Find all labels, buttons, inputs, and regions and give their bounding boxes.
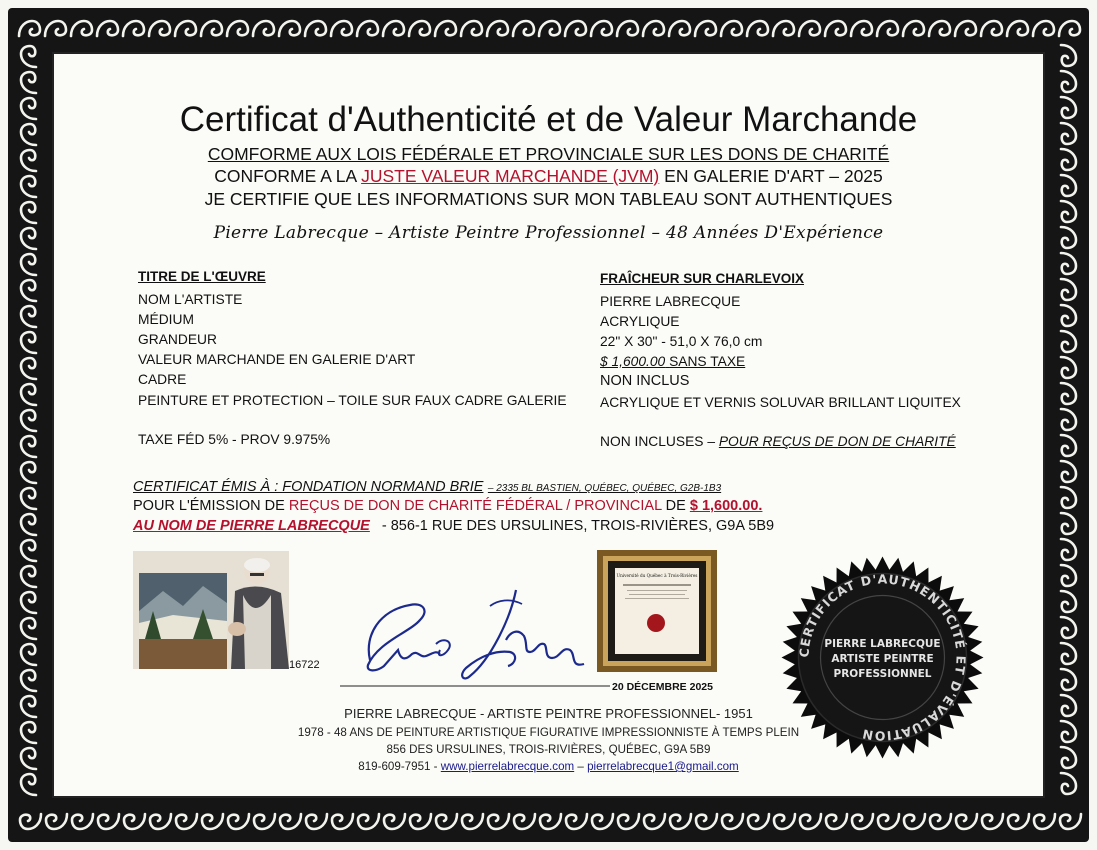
value-tax	[600, 434, 956, 449]
subtitle-line-2	[0, 166, 1097, 187]
purpose-receipts: REÇUS DE DON DE CHARITÉ FÉDÉRAL / PROVINCIAL	[288, 498, 662, 514]
label-artist: NOM L'ARTISTE	[138, 292, 243, 307]
jvm-highlight: JUSTE VALEUR MARCHANDE (JVM)	[361, 166, 660, 186]
value-artist: PIERRE LABRECQUE	[600, 294, 741, 309]
issued-to-line	[133, 478, 721, 496]
footer-line-3: 856 DES URSULINES, TROIS-RIVIÈRES, QUÉBEC, G9A 5B9	[386, 743, 711, 756]
certificate-title: Certificat d'Authenticité et de Valeur Marchande	[179, 100, 918, 139]
footer-separator: –	[577, 760, 584, 773]
value-tax-not-included: NON INCLUSES –	[600, 434, 716, 449]
value-no-tax: SANS TAXE	[669, 354, 746, 369]
name-line	[133, 518, 774, 534]
subtitle-line-3: JE CERTIFIE QUE LES INFORMATIONS SUR MON TABLEAU SONT AUTHENTIQUES	[204, 189, 893, 209]
label-title: TITRE DE L'ŒUVRE	[138, 269, 266, 284]
label-protection: PEINTURE ET PROTECTION – TOILE SUR FAUX CADRE GALERIE	[138, 393, 567, 408]
value-market-value	[600, 354, 745, 369]
value-title: FRAÎCHEUR SUR CHARLEVOIX	[600, 271, 805, 286]
name-red: AU NOM DE PIERRE LABRECQUE	[133, 518, 370, 534]
issued-to: CERTIFICAT ÉMIS À : FONDATION NORMAND BRIE	[133, 479, 484, 495]
diploma-header: Université du Québec à Trois-Rivières	[616, 573, 698, 578]
seal-line-1: PIERRE LABRECQUE	[824, 638, 941, 650]
label-tax: TAXE FÉD 5% - PROV 9.975%	[138, 432, 331, 447]
purpose-amount: $ 1,600.00.	[689, 498, 763, 514]
label-medium: MÉDIUM	[138, 312, 194, 327]
footer-line-1: PIERRE LABRECQUE - ARTISTE PEINTRE PROFESSIONNEL- 1951	[344, 706, 753, 721]
label-size: GRANDEUR	[138, 332, 217, 347]
seal-line-2: ARTISTE PEINTRE	[831, 653, 934, 665]
footer-contact	[0, 760, 1097, 773]
artist-photo	[133, 551, 289, 669]
footer-phone: 819-609-7951 -	[358, 760, 438, 773]
footer-line-2: 1978 - 48 ANS DE PEINTURE ARTISTIQUE FIGURATIVE IMPRESSIONNISTE À TEMPS PLEIN	[297, 726, 800, 739]
value-price: $ 1,600.00	[600, 354, 666, 369]
value-tax-donation: POUR REÇUS DE DON DE CHARITÉ	[718, 434, 956, 449]
footer-email-link[interactable]: pierrelabrecque1@gmail.com	[587, 760, 739, 773]
value-medium: ACRYLIQUE	[600, 314, 680, 329]
diploma-seal	[647, 614, 665, 632]
issued-to-address: – 2335 BL BASTIEN, QUÉBEC, QUÉBEC, G2B-1B3	[487, 483, 722, 494]
seal-line-3: PROFESSIONNEL	[833, 668, 932, 680]
label-frame: CADRE	[138, 372, 187, 387]
purpose-prefix: POUR L'ÉMISSION DE	[133, 498, 285, 514]
signature-date: 20 DÉCEMBRE 2025	[612, 681, 713, 693]
artist-signature	[340, 580, 610, 692]
subtitle-line-2-prefix: CONFORME A LA	[214, 166, 357, 186]
purpose-line	[133, 498, 762, 514]
purpose-de: DE	[665, 498, 686, 514]
name-address: - 856-1 RUE DES URSULINES, TROIS-RIVIÈRES, G9A 5B9	[381, 518, 775, 534]
certificate-number: 16722	[289, 659, 320, 671]
label-market-value: VALEUR MARCHANDE EN GALERIE D'ART	[138, 352, 416, 367]
artist-script-line: Pierre Labrecque – Artiste Peintre Professionnel – 48 Années D'Expérience	[213, 223, 884, 243]
subtitle-line-1: COMFORME AUX LOIS FÉDÉRALE ET PROVINCIALE SUR LES DONS DE CHARITÉ	[207, 144, 890, 164]
seal-outer-text: CERTIFICAT D'AUTHENTICITÉ ET D'ÉVALUATION	[796, 571, 969, 744]
value-frame: NON INCLUS	[600, 373, 690, 389]
value-protection: ACRYLIQUE ET VERNIS SOLUVAR BRILLANT LIQUITEX	[600, 395, 961, 410]
framed-diploma	[597, 550, 717, 672]
value-size: 22" X 30" - 51,0 X 76,0 cm	[600, 334, 763, 349]
subtitle-line-2-suffix: EN GALERIE D'ART – 2025	[664, 166, 883, 186]
footer-website-link[interactable]: www.pierrelabrecque.com	[440, 760, 575, 773]
